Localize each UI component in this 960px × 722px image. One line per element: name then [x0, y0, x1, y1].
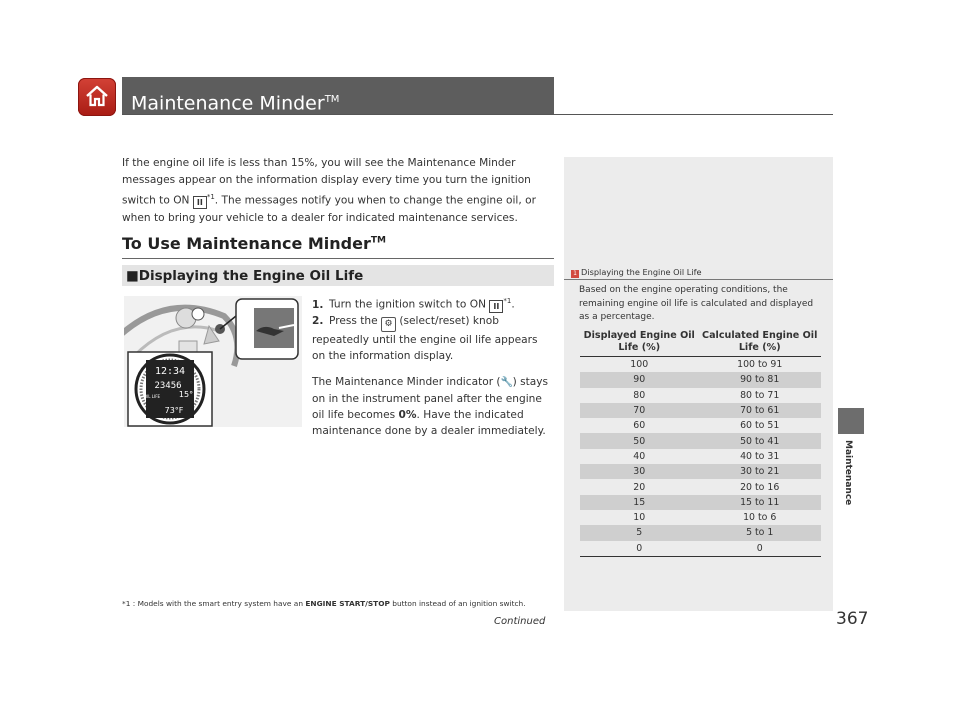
- instrument-panel-illustration: [124, 296, 302, 427]
- section-divider: [122, 258, 554, 259]
- subsection-heading: ■Displaying the Engine Oil Life: [126, 268, 364, 284]
- table-row: 30 30 to 21: [580, 464, 821, 479]
- home-button[interactable]: [78, 78, 116, 116]
- table-row: 70 70 to 61: [580, 403, 821, 418]
- page-title: Maintenance Minder™: [131, 92, 340, 115]
- side-note-body: Based on the engine operating conditions, the remaining engine oil life is calculated and displayed as a percentage.: [579, 285, 814, 322]
- ignition-on-key-icon: II: [489, 300, 503, 313]
- ignition-on-key-icon: II: [193, 196, 207, 209]
- home-icon: [85, 84, 109, 108]
- note-icon: 1: [571, 270, 579, 278]
- column-header: Displayed Engine Oil Life (%): [580, 328, 698, 357]
- side-note-divider: [564, 279, 833, 280]
- table-row: 50 50 to 41: [580, 433, 821, 448]
- oil-life-table: [580, 328, 821, 557]
- section-heading: To Use Maintenance Minder™: [122, 234, 386, 253]
- header-divider: [122, 114, 833, 115]
- table-header-row: [580, 328, 821, 357]
- step-1: 1. Turn the ignition switch to ON II$^{*1}$.: [312, 297, 515, 311]
- temp-readout: 15°: [178, 390, 194, 399]
- table-row: 15 15 to 11: [580, 495, 821, 510]
- odometer-readout: 23456: [154, 381, 182, 391]
- table-row: 100 100 to 91: [630, 359, 783, 371]
- footnote: *1 : Models with the smart entry system have an ENGINE START/STOP button instead of an ignition switch.: [122, 599, 526, 608]
- column-header: Calculated Engine Oil Life (%): [698, 328, 821, 357]
- chapter-tab-label[interactable]: Maintenance: [843, 440, 853, 506]
- step-2: 2. Press the ⚙ (select/reset) knob repeatedly until the engine oil life appears on the information display.: [312, 314, 538, 362]
- wrench-icon: 🔧: [500, 376, 514, 388]
- outside-temp-readout: 73°F: [164, 406, 184, 415]
- indicator-note: The Maintenance Minder indicator (🔧) stays on in the instrument panel after the engine oil life becomes 0%. Have the indicated maintenance done by a dealer immediately.: [312, 375, 549, 437]
- side-note-title: 1 Displaying the Engine Oil Life: [571, 267, 702, 278]
- oil-life-label: OIL LIFE: [143, 394, 161, 399]
- select-reset-knob-icon: ⚙: [381, 317, 396, 332]
- clock-readout: 12:34: [154, 366, 186, 377]
- table-row: 0 0: [580, 541, 821, 557]
- table-row: 20 20 to 16: [633, 481, 780, 493]
- page-number: 367: [836, 609, 869, 629]
- instruction-steps: [312, 293, 554, 439]
- intro-paragraph: If the engine oil life is less than 15%, you will see the Maintenance Minder messages appear on the information display every time you turn the ignition switch to ON II$^{*1}$. The messages notify you when to change the engine oil, or when to bring your vehicle to a dealer for indicated maintenance services.: [122, 157, 536, 224]
- continued-label: Continued: [494, 616, 546, 627]
- table-row: 5 5 to 1: [580, 525, 821, 540]
- table-row: 10 10 to 6: [633, 512, 777, 524]
- table-row: 80 80 to 71: [633, 389, 780, 401]
- chapter-tab-marker[interactable]: [838, 408, 864, 434]
- table-row: 60 60 to 51: [633, 420, 780, 432]
- table-row: 40 40 to 31: [633, 450, 780, 462]
- table-row: 90 90 to 81: [580, 372, 821, 387]
